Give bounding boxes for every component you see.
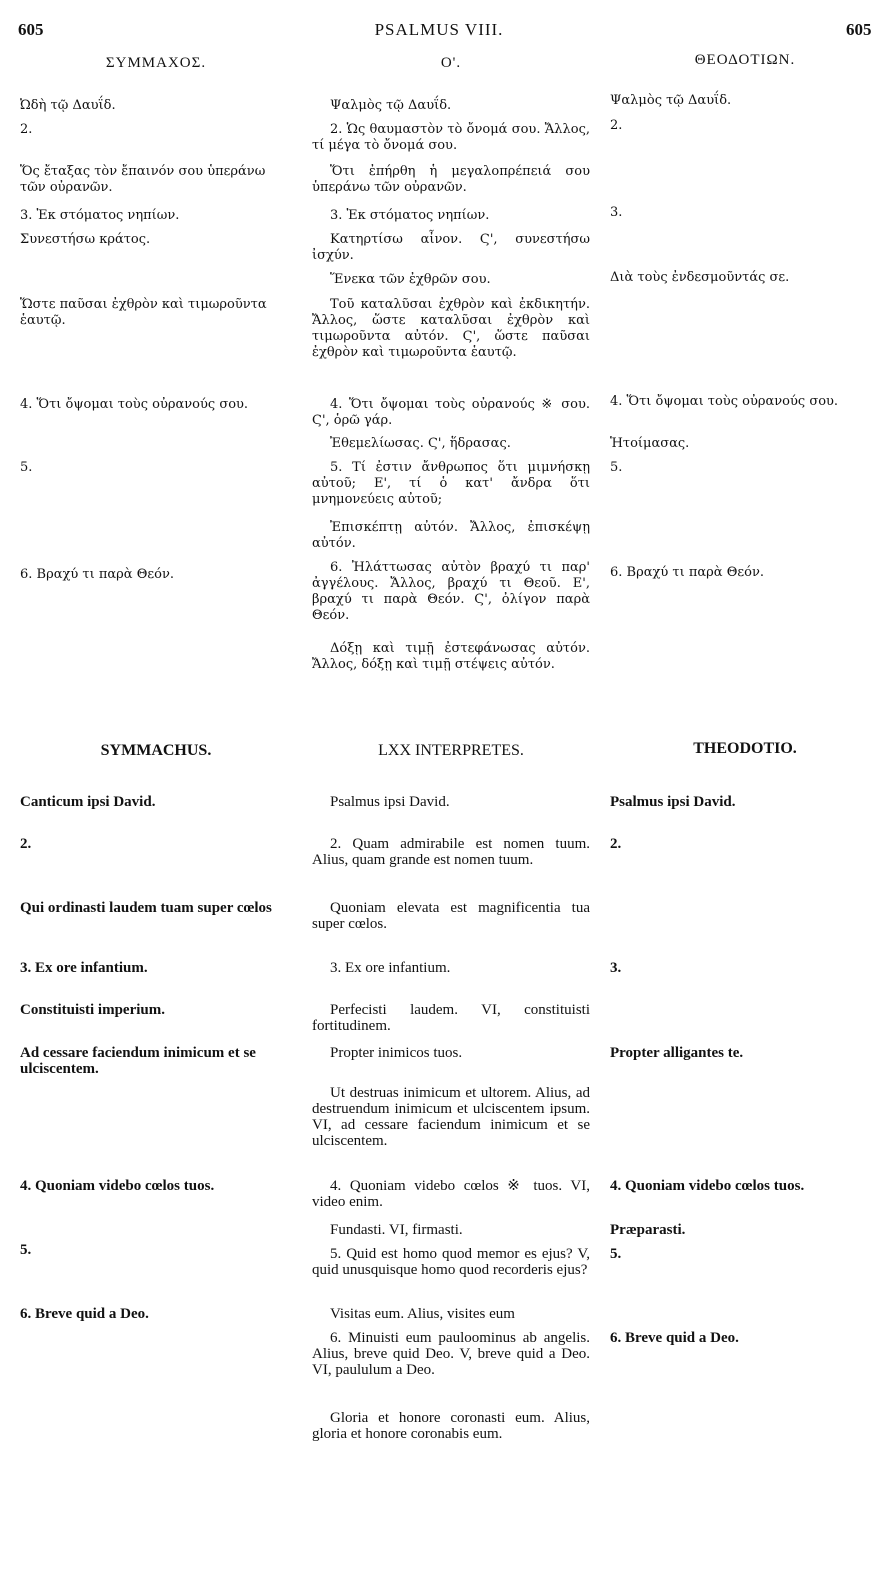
lt2-line: Gloria et honore coronasti eum. Alius, gloria et honore coronabis eum. [312,1410,590,1442]
gk2-line: 4. Ὅτι ὄψομαι τοὺς οὐρανούς ※ σου. Ϛ', ὁρῶ γάρ. [312,397,590,428]
gk2-line: 6. Ἠλάττωσας αὐτὸν βραχύ τι παρ' ἀγγέλους. Ἄλλος, βραχύ τι Θεοῦ. Ε', βραχύ τι παρὰ Θεόν. Ϛ', ὀλίγον παρὰ Θεόν. [312,560,590,623]
gk2-line: Ἐπισκέπτῃ αὐτόν. Ἄλλος, ἐπισκέψῃ αὐτόν. [312,520,590,551]
lt2-line: Ut destruas inimicum et ultorem. Alius, ad destruendum inimicum et ulciscentem ipsum. VI, ad cessare faciendum inimicum et se ulciscentem. [312,1085,590,1149]
gk3-line: 2. [610,118,623,133]
gk1-line: Ὥστε παῦσαι ἐχθρὸν καὶ τιμωροῦντα ἑαυτῷ. [20,297,267,328]
lt1-line: 3. Ex ore infantium. [20,960,148,976]
gk1-line: 3. Ἐκ στόματος νηπίων. [20,208,180,223]
gk2-line: Ψαλμὸς τῷ Δαυΐδ. [330,98,452,113]
lt2-line: Fundasti. VI, firmasti. [330,1222,463,1238]
gk1-line: Συνεστήσω κράτος. [20,232,151,247]
lt1-line: 6. Breve quid a Deo. [20,1306,149,1322]
lt1-line: 4. Quoniam videbo cœlos tuos. [20,1178,215,1194]
greek-heading-lxx: Ο'. [440,55,462,71]
lt2-line: 5. Quid est homo quod memor es ejus? V, quid unusquisque homo quod recorderis ejus? [312,1246,590,1278]
latin-heading-lxx: LXX INTERPRETES. [378,742,524,759]
gk3-line: 6. Βραχύ τι παρὰ Θεόν. [610,565,764,580]
lt3-line: Præparasti. [610,1222,686,1238]
lt2-line: 3. Ex ore infantium. [330,960,451,976]
lt2-line: Visitas eum. Alius, visites eum [330,1306,515,1322]
lt2-line: 2. Quam admirabile est nomen tuum. Alius, quam grande est nomen tuum. [312,836,590,868]
gk2-line: 5. Τί ἐστιν ἄνθρωπος ὅτι μιμνήσκῃ αὐτοῦ; Ε', τί ὁ κατ' ἄνδρα ὅτι μνημονεύεις αὐτοῦ; [312,460,590,507]
gk1-line: 2. [20,122,33,137]
gk2-line: Ὅτι ἐπήρθη ἡ μεγαλοπρέπειά σου ὑπεράνω τῶν οὐρανῶν. [312,164,590,195]
gk1-line: 5. [20,460,33,475]
lt2-line: Quoniam elevata est magnificentia tua super cœlos. [312,900,590,932]
gk2-line: Ἐθεμελίωσας. Ϛ', ἥδρασας. [330,436,511,451]
lt3-line: 3. [610,960,622,976]
gk3-line: 4. Ὅτι ὄψομαι τοὺς οὐρανούς σου. [610,394,839,409]
latin-heading-symmachus: SYMMACHUS. [100,742,212,759]
lt1-line: 5. [20,1242,32,1258]
greek-heading-symmachus: ΣΥΜΜΑΧΟΣ. [105,55,207,71]
gk3-line: 3. [610,205,623,220]
page-number-left: 605 [18,20,44,39]
lt2-line: 6. Minuisti eum pauloominus ab angelis. Alius, breve quid Deo. V, breve quid a Deo. VI, paululum a Deo. [312,1330,590,1378]
gk1-line: Ὠδὴ τῷ Δαυΐδ. [20,98,116,113]
lt2-line: Perfecisti laudem. VI, constituisti fortitudinem. [312,1002,590,1034]
running-title: PSALMUS VIII. [374,20,504,39]
gk1-line: 6. Βραχύ τι παρὰ Θεόν. [20,567,174,582]
lt1-line: Ad cessare faciendum inimicum et se ulciscentem. [20,1045,256,1077]
gk1-line: Ὅς ἔταξας τὸν ἔπαινόν σου ὑπεράνω τῶν οὐρανῶν. [20,164,266,195]
gk3-line: Ἡτοίμασας. [610,436,690,451]
greek-heading-theodotion: ΘΕΟΔΟΤΙΩΝ. [694,52,796,68]
lt1-line: Constituisti imperium. [20,1002,166,1018]
lt2-line: Propter inimicos tuos. [330,1045,463,1061]
page-number-right: 605 [846,20,872,39]
lt3-line: 4. Quoniam videbo cœlos tuos. [610,1178,805,1194]
lt1-line: Canticum ipsi David. [20,794,156,810]
gk2-line: 2. Ὡς θαυμαστὸν τὸ ὄνομά σου. Ἄλλος, τί μέγα τὸ ὄνομά σου. [312,122,590,153]
lt1-line: 2. [20,836,32,852]
lt3-line: 5. [610,1246,622,1262]
gk2-line: 3. Ἐκ στόματος νηπίων. [330,208,490,223]
gk3-line: 5. [610,460,623,475]
lt3-line: 6. Breve quid a Deo. [610,1330,739,1346]
lt3-line: Psalmus ipsi David. [610,794,736,810]
latin-heading-theodotio: THEODOTIO. [693,740,797,757]
lt2-line: Psalmus ipsi David. [330,794,450,810]
lt3-line: 2. [610,836,622,852]
gk2-line: Ἕνεκα τῶν ἐχθρῶν σου. [330,272,491,287]
lt1-line: Qui ordinasti laudem tuam super cœlos [20,900,272,916]
gk2-line: Τοῦ καταλῦσαι ἐχθρὸν καὶ ἐκδικητήν. Ἄλλος, ὥστε καταλῦσαι ἐχθρὸν καὶ τιμωροῦντα αὐτόν. Ϛ', ὥστε παῦσαι ἐχθρὸν καὶ τιμωροῦντα ἑαυτῷ. [312,297,590,360]
gk1-line: 4. Ὅτι ὄψομαι τοὺς οὐρανούς σου. [20,397,249,412]
gk2-line: Κατηρτίσω αἶνον. Ϛ', συνεστήσω ἰσχύν. [312,232,590,263]
gk2-line: Δόξῃ καὶ τιμῇ ἐστεφάνωσας αὐτόν. Ἄλλος, δόξῃ καὶ τιμῇ στέψεις αὐτόν. [312,641,590,672]
gk3-line: Διὰ τοὺς ἐνδεσμοῦντάς σε. [610,270,790,285]
gk3-line: Ψαλμὸς τῷ Δαυΐδ. [610,93,732,108]
lt2-line: 4. Quoniam videbo cœlos ※ tuos. VI, video enim. [312,1178,590,1210]
lt3-line: Propter alligantes te. [610,1045,744,1061]
